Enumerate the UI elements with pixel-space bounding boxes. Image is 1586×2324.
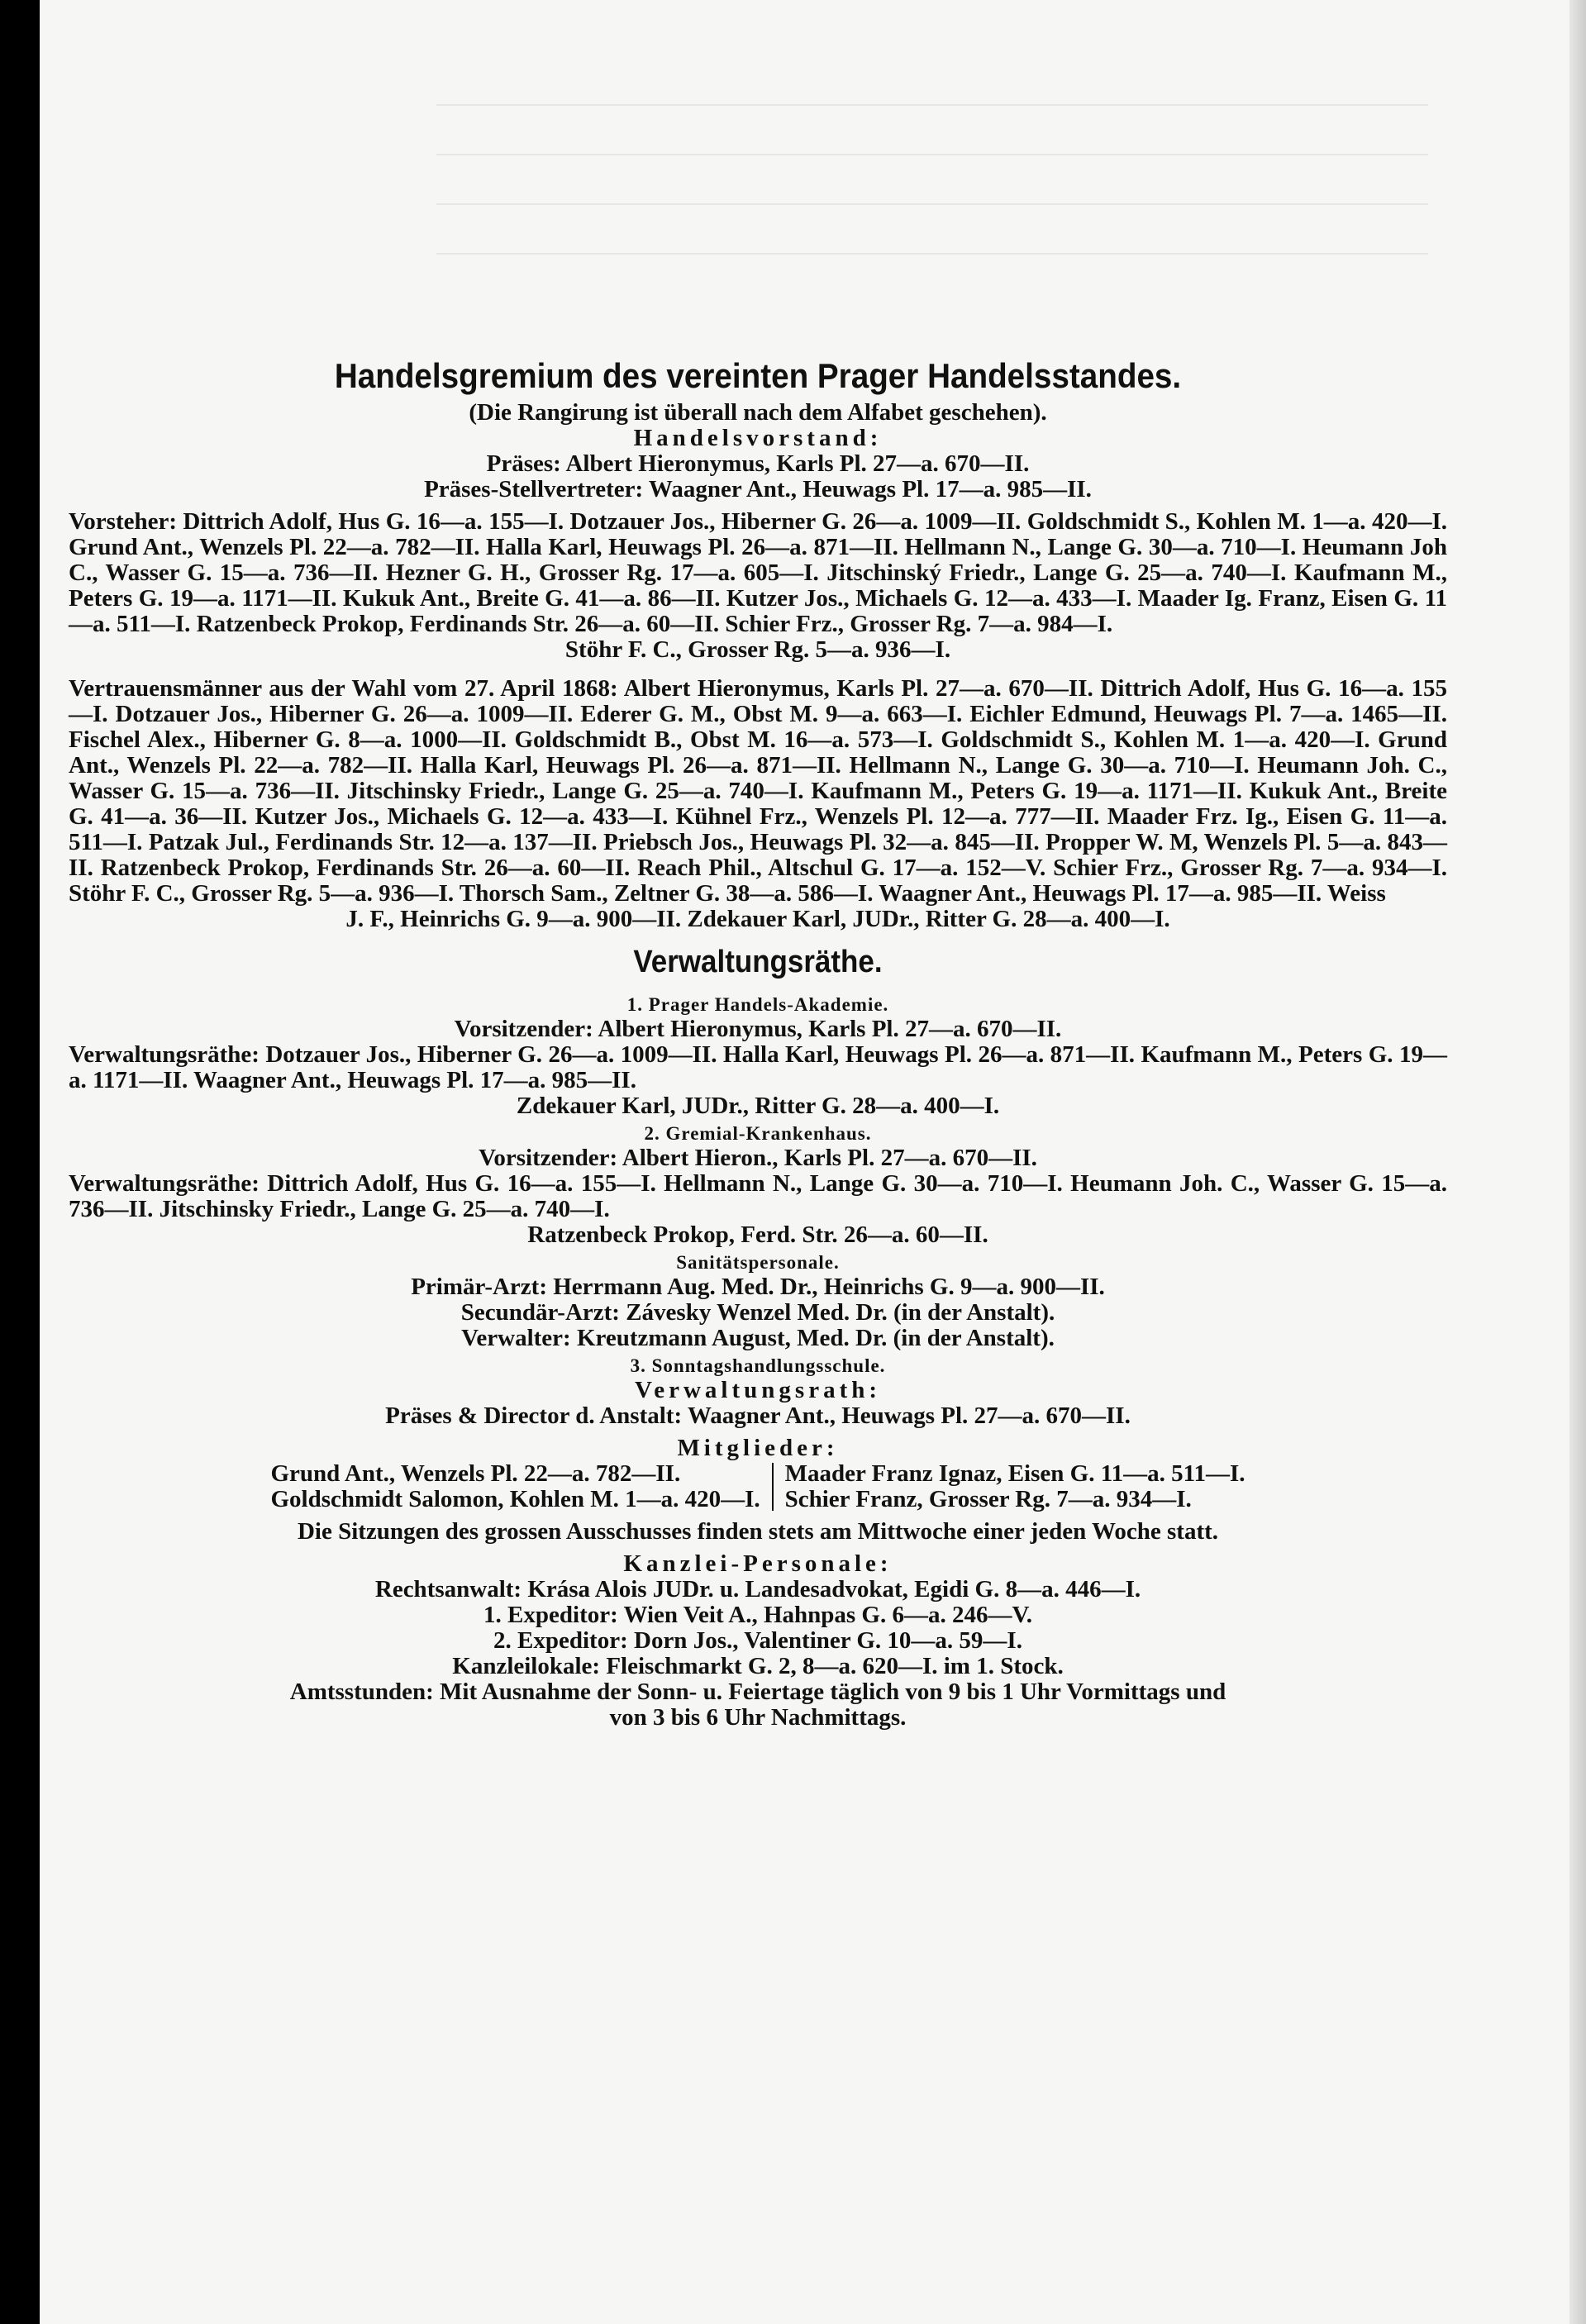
krankenhaus-raethe: Verwaltungsräthe: Dittrich Adolf, Hus G. 16—a. 155—I. Hellmann N., Lange G. 30—a. 710—I. Heumann Joh. C., Wasser G. 15—a. 736—II. Jitschinsky Friedr., Lange G. 25—a. 740—I.: [69, 1170, 1447, 1222]
vorsteher-last-line: Stöhr F. C., Grosser Rg. 5—a. 936—I.: [564, 636, 951, 663]
bleed-through-text: [436, 74, 1428, 289]
akademie-heading: 1. Prager Handels-Akademie.: [626, 994, 889, 1015]
page-title: Handelsgremium des vereinten Prager Handelsstandes.: [334, 356, 1182, 395]
krankenhaus-vorsitzender: Vorsitzender: Albert Hieron., Karls Pl. 27—a. 670—II.: [479, 1145, 1037, 1171]
vertrauensmaenner-last-line: J. F., Heinrichs G. 9—a. 900—II. Zdekauer Karl, JUDr., Ritter G. 28—a. 400—I.: [345, 906, 1170, 932]
primaer-arzt: Primär-Arzt: Herrmann Aug. Med. Dr., Heinrichs G. 9—a. 900—II.: [411, 1274, 1105, 1300]
document-body: [69, 355, 1447, 1731]
vorstand-heading: Handelsvorstand:: [633, 425, 883, 451]
krankenhaus-raethe-last: Ratzenbeck Prokop, Ferd. Str. 26—a. 60—II.: [527, 1222, 988, 1248]
amtsstunden-line: Amtsstunden: Mit Ausnahme der Sonn- u. Feiertage täglich von 9 bis 1 Uhr Vormittags und: [289, 1679, 1226, 1705]
verwaltungsraethe-heading: Verwaltungsräthe.: [633, 945, 883, 979]
stellvertreter-line: Präses-Stellvertreter: Waagner Ant., Heuwags Pl. 17—a. 985—II.: [424, 476, 1092, 502]
akademie-vorsitzender: Vorsitzender: Albert Hieronymus, Karls Pl. 27—a. 670—II.: [454, 1016, 1062, 1042]
page-subtitle: (Die Rangirung ist überall nach dem Alfabet geschehen).: [469, 399, 1047, 426]
expeditor-2-line: 2. Expeditor: Dorn Jos., Valentiner G. 10—a. 59—I.: [493, 1627, 1022, 1654]
mitglieder-heading: Mitglieder:: [677, 1435, 839, 1461]
kanzlei-heading: Kanzlei-Personale:: [623, 1550, 893, 1577]
mitglied-entry: Grund Ant., Wenzels Pl. 22—a. 782—II.: [270, 1460, 681, 1487]
mitglied-entry: Goldschmidt Salomon, Kohlen M. 1—a. 420—I.: [270, 1486, 760, 1512]
krankenhaus-heading: 2. Gremial-Krankenhaus.: [644, 1123, 872, 1144]
vorsteher-paragraph: Vorsteher: Dittrich Adolf, Hus G. 16—a. 155—I. Dotzauer Jos., Hiberner G. 26—a. 1009—II. Goldschmidt S., Kohlen M. 1—a. 420—I. Grund Ant., Wenzels Pl. 22—a. 782—II. Halla Karl, Heuwags Pl. 26—a. 871—II. Hellmann N., Lange G. 30—a. 710—I. Heumann Joh C., Wasser G. 15—a. 736—II. Hezner G. H., Grosser Rg. 17—a. 605—I. Jitschinský Friedr., Lange G. 25—a. 740—I. Kaufmann M., Peters G. 19—a. 1171—II. Kukuk Ant., Breite G. 41—a. 86—II. Kutzer Jos., Michaels G. 12—a. 433—I. Maader Ig. Franz, Eisen G. 11—a. 511—I. Ratzenbeck Prokop, Ferdinands Str. 26—a. 60—II. Schier Frz., Grosser Rg. 7—a. 984—I.: [69, 508, 1447, 637]
secundaer-arzt: Secundär-Arzt: Závesky Wenzel Med. Dr. (in der Anstalt).: [460, 1299, 1055, 1326]
verwalter: Verwalter: Kreutzmann August, Med. Dr. (in der Anstalt).: [461, 1325, 1055, 1351]
mitglieder-right-column: [774, 1461, 1245, 1512]
sonntagsschule-praeses: Präses & Director d. Anstalt: Waagner Ant., Heuwags Pl. 27—a. 670—II.: [385, 1402, 1131, 1429]
rechtsanwalt-line: Rechtsanwalt: Krása Alois JUDr. u. Landesadvokat, Egidi G. 8—a. 446—I.: [374, 1576, 1141, 1603]
akademie-raethe: Verwaltungsräthe: Dotzauer Jos., Hiberner G. 26—a. 1009—II. Halla Karl, Heuwags Pl. 26—a. 871—II. Kaufmann M., Peters G. 19—a. 1171—II. Waagner Ant., Heuwags Pl. 17—a. 985—II.: [69, 1041, 1447, 1093]
verwaltungsrath-heading: Verwaltungsrath:: [634, 1377, 882, 1403]
amtsstunden-last-line: von 3 bis 6 Uhr Nachmittags.: [609, 1704, 907, 1731]
mitglieder-left-column: [270, 1461, 771, 1512]
vertrauensmaenner-paragraph: Vertrauensmänner aus der Wahl vom 27. April 1868: Albert Hieronymus, Karls Pl. 27—a. 670—II. Dittrich Adolf, Hus G. 16—a. 155—I. Dotzauer Jos., Hiberner G. 26—a. 1009—II. Ederer G. M., Obst M. 9—a. 663—I. Eichler Edmund, Heuwags Pl. 7—a. 1465—II. Fischel Alex., Hiberner G. 8—a. 1000—II. Goldschmidt B., Obst M. 16—a. 573—I. Goldschmidt S., Kohlen M. 1—a. 420—I. Grund Ant., Wenzels Pl. 22—a. 782—II. Halla Karl, Heuwags Pl. 26—a. 871—II. Hellmann N., Lange G. 30—a. 710—I. Heumann Joh. C., Wasser G. 15—a. 736—II. Jitschinsky Friedr., Lange G. 25—a. 740—I. Kaufmann M., Peters G. 19—a. 1171—II. Kukuk Ant., Breite G. 41—a. 36—II. Kutzer Jos., Michaels G. 12—a. 433—I. Kühnel Frz., Wenzels Pl. 12—a. 777—II. Maader Frz. Ig., Eisen G. 11—a. 511—I. Patzak Jul., Ferdinands Str. 12—a. 137—II. Priebsch Jos., Heuwags Pl. 32—a. 845—II. Propper W. M, Wenzels Pl. 5—a. 843—II. Ratzenbeck Prokop, Ferdinands Str. 26—a. 60—II. Reach Phil., Altschul G. 17—a. 152—V. Schier Frz., Grosser Rg. 7—a. 934—I. Stöhr F. C., Grosser Rg. 5—a. 936—I. Thorsch Sam., Zeltner G. 38—a. 586—I. Waagner Ant., Heuwags Pl. 17—a. 985—II. Weiss: [69, 675, 1447, 907]
expeditor-1-line: 1. Expeditor: Wien Veit A., Hahnpas G. 6—a. 246—V.: [483, 1602, 1032, 1628]
sanitaet-heading: Sanitätspersonale.: [676, 1252, 840, 1273]
kanzleilokale-line: Kanzleilokale: Fleischmarkt G. 2, 8—a. 620—I. im 1. Stock.: [452, 1653, 1064, 1679]
mitglied-entry: Maader Franz Ignaz, Eisen G. 11—a. 511—I.: [784, 1460, 1245, 1487]
mitglied-entry: Schier Franz, Grosser Rg. 7—a. 934—I.: [784, 1486, 1192, 1512]
sitzungen-note: Die Sitzungen des grossen Ausschusses finden stets am Mittwoche einer jeden Woche statt.: [297, 1518, 1219, 1545]
scanned-page: [40, 0, 1586, 2324]
mitglieder-columns: [69, 1461, 1447, 1512]
praeses-line: Präses: Albert Hieronymus, Karls Pl. 27—a. 670—II.: [486, 450, 1030, 477]
sonntagsschule-heading: 3. Sonntagshandlungsschule.: [630, 1355, 886, 1376]
akademie-raethe-last: Zdekauer Karl, JUDr., Ritter G. 28—a. 400—I.: [516, 1093, 1000, 1119]
page-edge-shadow: [1569, 0, 1586, 2324]
